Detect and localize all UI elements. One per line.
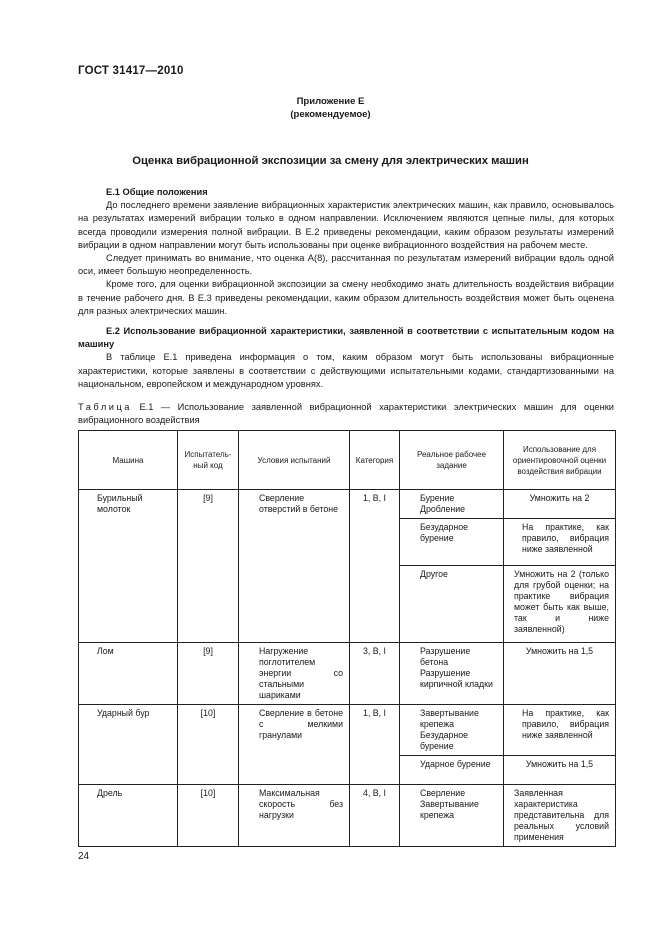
section-e1-paragraph-2: Следует принимать во внимание, что оценка A(8), рассчитанная по результатам измерений вибрации вдоль одной оси, имеет большую неопределенность. [78,253,614,277]
page-title: Оценка вибрационной экспозиции за смену для электрических машин [132,155,529,167]
cell-machine: Ударный бур [79,705,178,785]
cell-usage: Умножить на 1,5 [504,756,616,785]
cell-usage: Умножить на 2 (только для грубой оценки; на практике вибрация может быть как выше, так и ниже заявленной) [504,566,616,643]
standard-header: ГОСТ 31417—2010 [78,65,184,77]
cell-task: Ударное бурение [400,756,504,785]
cell-category: 1, В, I [350,705,400,785]
section-e2-heading: Е.2 Использование вибрационной характеристики, заявленной в соответствии с испытательным кодом на машину [78,326,614,350]
table-row [79,490,616,519]
cell-usage: Заявленная характеристика представительна для реальных условий применения [504,785,616,847]
cell-code: [10] [178,705,239,785]
section-e1-paragraph-1: До последнего времени заявление вибрационных характеристик электрических машин, как правило, основывалось на результатах измерений вибрации только в одном направлении. Исключением являются цепные пилы, для которых всегда проводили измерения полной вибрации. В Е.2 приведены рекомендации, каким образом результаты измерений вибрации в одном направлении могут быть использованы при оценке вибрационного воздействия на рабочем месте. [78,200,614,250]
table-caption-label: Таблица [78,402,132,412]
header-test-conditions: Условия испытаний [239,431,350,490]
cell-conditions: Сверление отверстий в бетоне [239,490,350,643]
appendix-label: Приложение Е [296,96,365,107]
cell-conditions: Нагружение поглотителем энергии со стальными шариками [239,643,350,705]
header-machine: Машина [79,431,178,490]
cell-machine: Бурильный молоток [79,490,178,643]
appendix-heading [0,95,661,121]
cell-code: [9] [178,490,239,643]
cell-category: 4, В, I [350,785,400,847]
header-real-task: Реальное рабочее задание [400,431,504,490]
cell-task: Бурение Дробление [400,490,504,519]
cell-machine: Дрель [79,785,178,847]
table-row [79,705,616,756]
table-caption [78,401,614,427]
cell-category: 3, В, I [350,643,400,705]
table-row [79,643,616,705]
cell-conditions: Сверление в бетоне с мелкими гранулами [239,705,350,785]
cell-code: [10] [178,785,239,847]
cell-category: 1, В, I [350,490,400,643]
cell-task: Разрушение бетона Разрушение кирпичной кладки [400,643,504,705]
section-e2 [78,325,614,391]
section-e1 [78,186,614,318]
table-header-row [79,431,616,490]
page-number: 24 [78,851,90,862]
cell-usage: На практике, как правило, вибрация ниже заявленной [504,705,616,756]
table-row [79,785,616,847]
table-e1 [78,430,616,847]
cell-task: Завертывание крепежа Безударное бурение [400,705,504,756]
cell-usage: Умножить на 1,5 [504,643,616,705]
cell-code: [9] [178,643,239,705]
cell-usage: На практике, как правило, вибрация ниже заявленной [504,519,616,566]
section-e2-paragraph-1: В таблице Е.1 приведена информация о том, каким образом могут быть использованы вибрационные характеристики, которые заявлены в соответствии с действующими испытательными кодами, стандартизованными на национальном, европейском и международном уровнях. [78,352,614,389]
section-e1-paragraph-3: Кроме того, для оценки вибрационной экспозиции за смену необходимо знать длительность воздействия вибрации в течение рабочего дня. В Е.3 приведены рекомендации, каким образом длительность воздействия может быть оценена для разных электрических машин. [78,279,614,316]
cell-task: Другое [400,566,504,643]
cell-task: Безударное бурение [400,519,504,566]
table-caption-text: Е.1 — Использование заявленной вибрационной характеристики электрических машин для оценки вибрационного воздействия [78,402,614,425]
cell-conditions: Максимальная скорость без нагрузки [239,785,350,847]
header-test-code: Испытатель-ный код [178,431,239,490]
appendix-status: (рекомендуемое) [290,109,371,120]
cell-task: Сверление Завертывание крепежа [400,785,504,847]
cell-machine: Лом [79,643,178,705]
section-e1-heading: Е.1 Общие положения [106,187,208,197]
header-category: Категория [350,431,400,490]
header-usage: Использование для ориентировочной оценки воздействия вибрации [504,431,616,490]
cell-usage: Умножить на 2 [504,490,616,519]
